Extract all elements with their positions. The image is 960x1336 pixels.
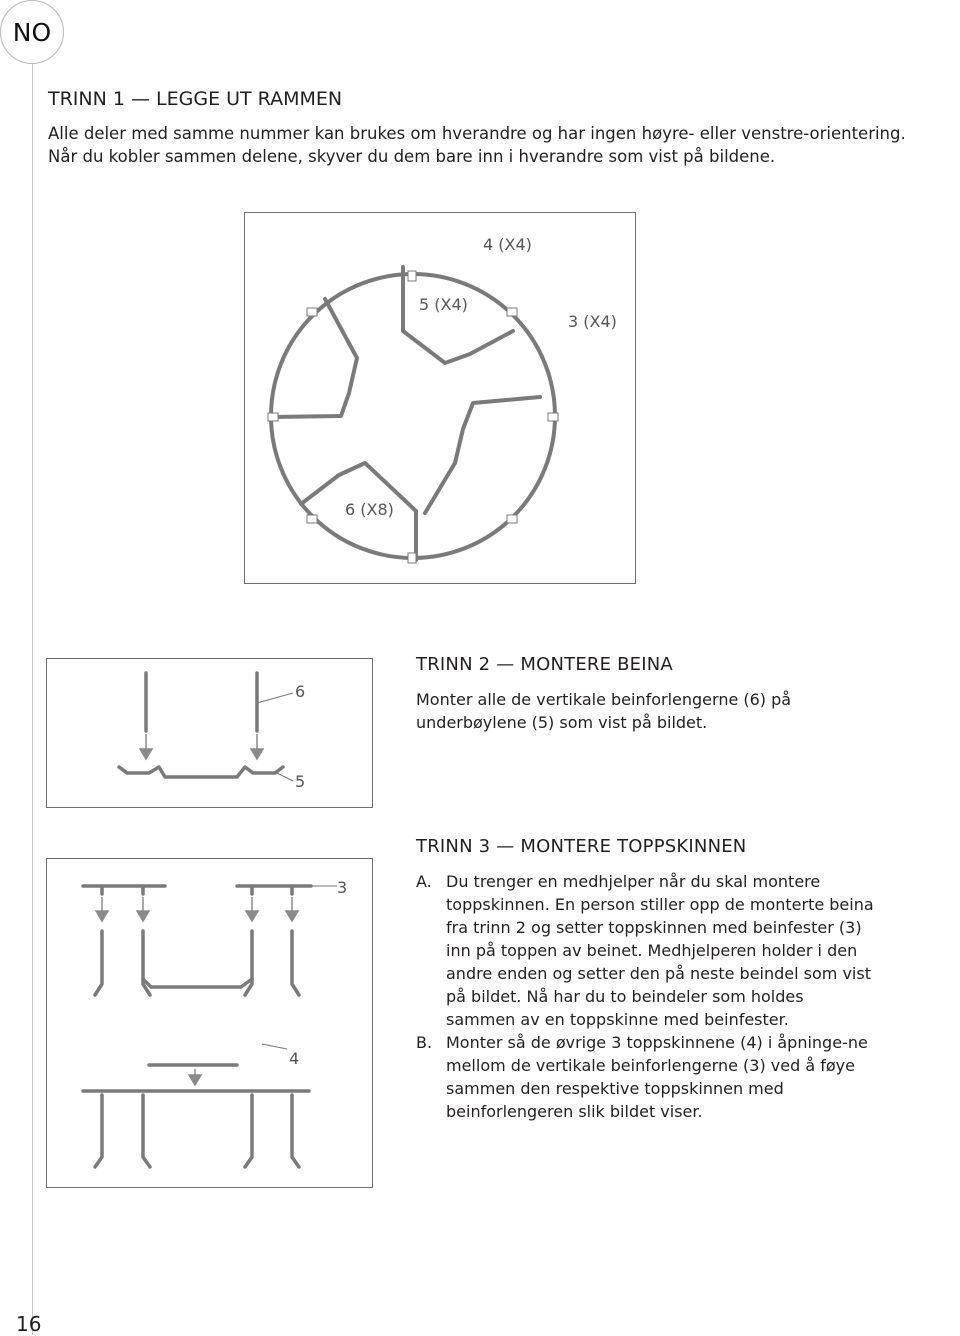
leg-assembly	[245, 1095, 252, 1167]
legs-figure	[46, 658, 373, 808]
frame-layout-figure	[244, 212, 636, 584]
label-part3: 3	[337, 878, 348, 897]
leg-assembly	[95, 931, 102, 995]
segment-gap	[307, 515, 317, 523]
segment-gap	[548, 413, 558, 421]
leg-assembly	[292, 931, 299, 995]
top-rail-figure	[46, 858, 373, 1188]
step2-title: TRINN 2 — MONTERE BEINA	[416, 654, 673, 675]
label-part6: 6 (X8)	[345, 500, 394, 519]
segment-gap	[507, 308, 517, 316]
label-part4: 4 (X4)	[483, 235, 532, 254]
step3-instructions	[416, 870, 876, 1123]
leg-assembly	[292, 1095, 299, 1167]
step1-title: TRINN 1 — LEGGE UT RAMMEN	[48, 88, 343, 110]
language-badge: NO	[0, 0, 64, 64]
under-brace	[119, 767, 283, 777]
label-part5: 5 (X4)	[419, 295, 468, 314]
instruction-item	[416, 1031, 876, 1123]
segment-gap	[507, 515, 517, 523]
segment-gap	[408, 553, 416, 563]
under-brace	[143, 979, 252, 987]
frame-layout-diagram	[245, 213, 634, 582]
instruction-text: Du trenger en medhjelper når du skal montere toppskinnen. En person stiller opp de monterte beina fra trinn 2 og setter toppskinnen med beinfester (3) inn på toppen av beinet. Medhjelperen holder i den andre enden og setter den på neste beindel som vist på bildet. Nå har du to beindeler som holdes sammen av en toppskinne med beinfester.	[446, 872, 874, 1029]
instruction-mark: B.	[416, 1033, 433, 1052]
arrow-down	[140, 749, 152, 759]
segment-gap	[268, 413, 278, 421]
top-rail-diagram	[47, 859, 371, 1186]
label-part5: 5	[295, 772, 306, 791]
instruction-item	[416, 870, 876, 1031]
step3-title: TRINN 3 — MONTERE TOPPSKINNEN	[416, 836, 747, 857]
page-number: 16	[16, 1312, 42, 1336]
arrow-down	[251, 749, 263, 759]
leg-assembly	[95, 1095, 102, 1167]
step1-text: Alle deler med samme nummer kan brukes om hverandre og har ingen høyre- eller venstre-orientering. Når du kobler sammen delene, skyver du dem bare inn i hverandre som vist på bildene.	[48, 124, 906, 166]
instruction-text: Monter så de øvrige 3 toppskinnene (4) i åpninge-ne mellom de vertikale beinforlengerne (3) ved å føye sammen den respektive toppskinnen med beinforlengeren slik bildet viser.	[446, 1033, 868, 1121]
margin-rule	[32, 64, 33, 1335]
inner-brace-2	[425, 397, 540, 513]
label-part3: 3 (X4)	[568, 312, 617, 331]
step2-text: Monter alle de vertikale beinforlengerne (6) på underbøylene (5) som vist på bildet.	[416, 690, 792, 732]
segment-gap	[307, 308, 317, 316]
label-part6: 6	[295, 682, 306, 701]
label-part4: 4	[289, 1049, 300, 1068]
segment-gap	[408, 271, 416, 281]
leg-assembly	[143, 1095, 150, 1167]
legs-diagram	[47, 659, 371, 806]
instruction-mark: A.	[416, 872, 432, 891]
